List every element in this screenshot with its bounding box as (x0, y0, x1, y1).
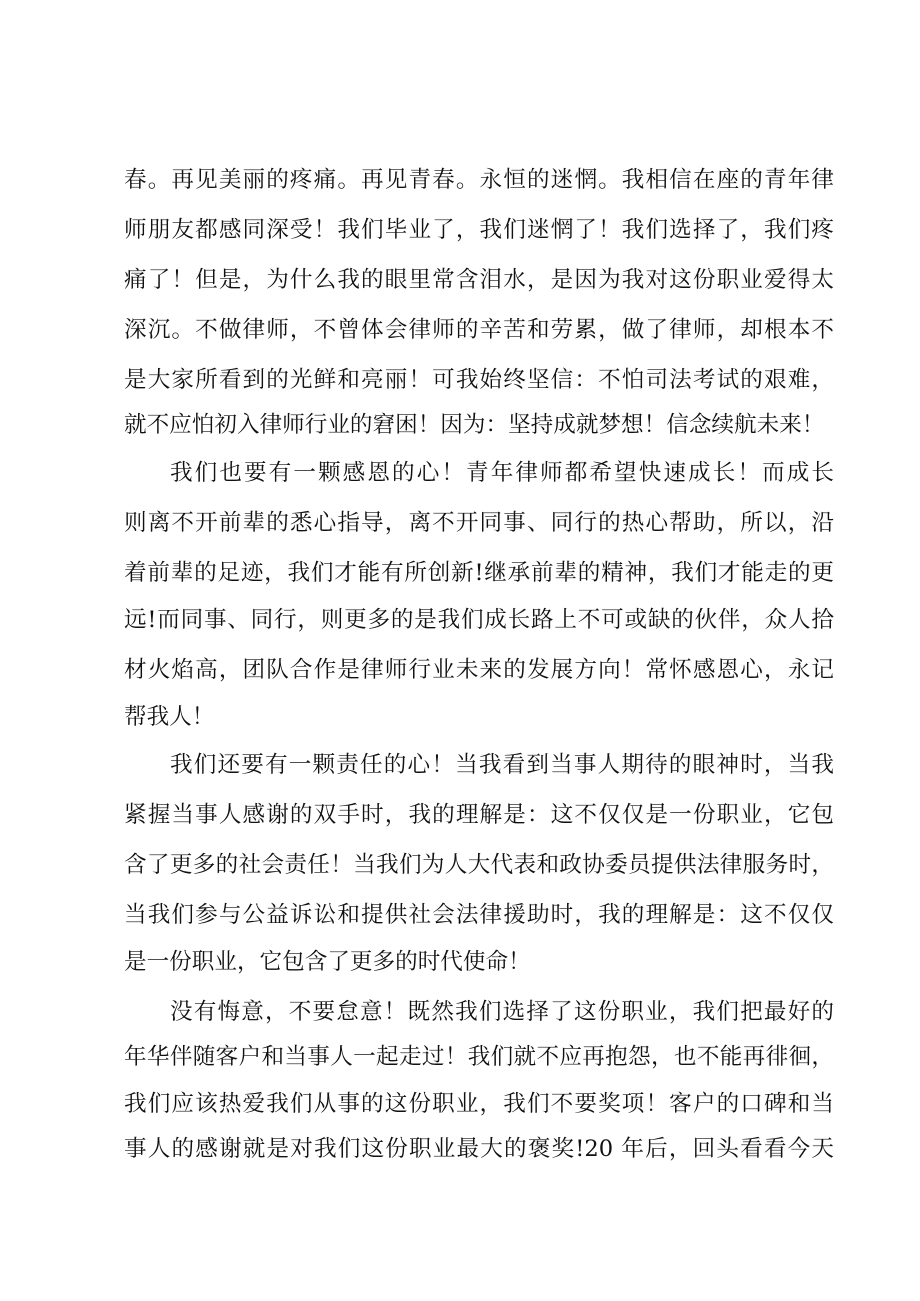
text-line: 我们还要有一颗责任的心！当我看到当事人期待的眼神时，当我 (170, 752, 834, 778)
text-line: 年华伴随客户和当事人一起走过！我们就不应再抱怨，也不能再徘徊， (124, 1044, 834, 1070)
text-line: 我们应该热爱我们从事的这份职业，我们不要奖项！客户的口碑和当 (124, 1091, 834, 1117)
text-line: 师朋友都感同深受！我们毕业了，我们迷惘了！我们选择了，我们疼 (124, 217, 834, 243)
text-line: 春。再见美丽的疼痛。再见青春。永恒的迷惘。我相信在座的青年律 (124, 167, 834, 193)
text-line: 就不应怕初入律师行业的窘困！因为：坚持成就梦想！信念续航未来！ (124, 412, 825, 438)
text-line: 痛了！但是，为什么我的眼里常含泪水，是因为我对这份职业爱得太 (124, 267, 834, 293)
text-line: 没有悔意，不要怠意！既然我们选择了这份职业，我们把最好的 (170, 999, 834, 1025)
text-line: 远!而同事、同行，则更多的是我们成长路上不可或缺的伙伴，众人拾 (124, 607, 834, 633)
text-line: 事人的感谢就是对我们这份职业最大的褒奖!20 年后，回头看看今天 (124, 1136, 834, 1162)
text-line: 材火焰高，团队合作是律师行业未来的发展方向！常怀感恩心，永记 (124, 657, 834, 683)
text-line: 紧握当事人感谢的双手时，我的理解是：这不仅仅是一份职业，它包 (124, 802, 834, 828)
text-line: 帮我人！ (124, 704, 215, 730)
text-line: 我们也要有一颗感恩的心！青年律师都希望快速成长！而成长 (170, 460, 834, 486)
text-line: 深沉。不做律师，不曾体会律师的辛苦和劳累，做了律师，却根本不 (124, 317, 834, 343)
text-line: 当我们参与公益诉讼和提供社会法律援助时，我的理解是：这不仅仅 (124, 902, 834, 928)
text-line: 含了更多的社会责任！当我们为人大代表和政协委员提供法律服务时， (124, 852, 834, 878)
text-line: 是一份职业，它包含了更多的时代使命！ (124, 949, 531, 975)
text-line: 则离不开前辈的悉心指导，离不开同事、同行的热心帮助，所以，沿 (124, 510, 834, 536)
text-line: 着前辈的足迹，我们才能有所创新!继承前辈的精神，我们才能走的更 (124, 560, 834, 586)
text-line: 是大家所看到的光鲜和亮丽！可我始终坚信：不怕司法考试的艰难， (124, 367, 834, 393)
